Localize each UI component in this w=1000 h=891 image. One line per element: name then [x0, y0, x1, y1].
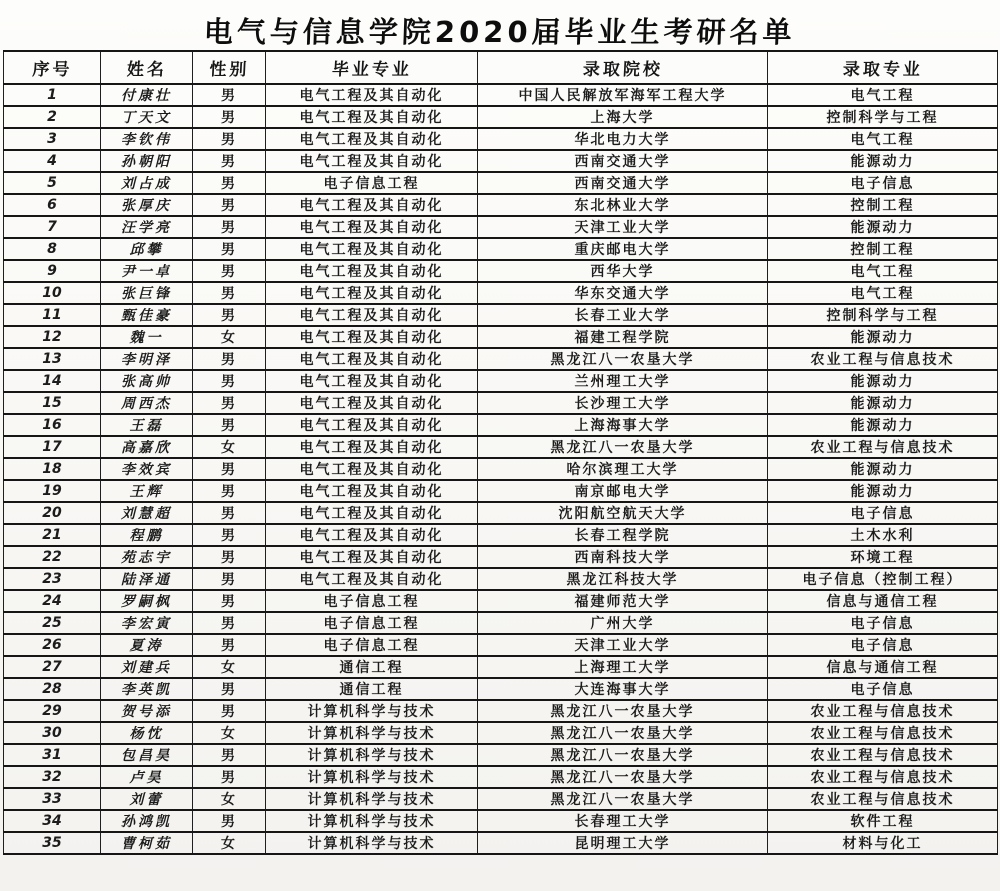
- cell-no: 6: [4, 194, 101, 216]
- cell-no: 31: [4, 744, 101, 766]
- cell-gender: 女: [193, 832, 266, 854]
- cell-no: 35: [4, 832, 101, 854]
- cell-admit-major: 电气工程: [768, 282, 998, 304]
- cell-school: 黑龙江八一农垦大学: [478, 722, 768, 744]
- cell-grad-major: 电气工程及其自动化: [266, 326, 478, 348]
- cell-name: 张厚庆: [101, 194, 193, 216]
- header-row: [4, 51, 998, 84]
- cell-name: 罗嗣枫: [101, 590, 193, 612]
- cell-school: 长春工业大学: [478, 304, 768, 326]
- table-row: [4, 238, 998, 260]
- table-row: [4, 722, 998, 744]
- table-row: [4, 766, 998, 788]
- cell-name: 李效宾: [101, 458, 193, 480]
- cell-grad-major: 电子信息工程: [266, 172, 478, 194]
- cell-gender: 男: [193, 810, 266, 832]
- cell-no: 5: [4, 172, 101, 194]
- cell-grad-major: 电气工程及其自动化: [266, 348, 478, 370]
- cell-grad-major: 电气工程及其自动化: [266, 414, 478, 436]
- cell-name: 王辉: [101, 480, 193, 502]
- table-row: [4, 524, 998, 546]
- cell-school: 长春工程学院: [478, 524, 768, 546]
- cell-admit-major: 软件工程: [768, 810, 998, 832]
- cell-admit-major: 能源动力: [768, 370, 998, 392]
- cell-admit-major: 能源动力: [768, 326, 998, 348]
- cell-admit-major: 农业工程与信息技术: [768, 348, 998, 370]
- cell-name: 杨忱: [101, 722, 193, 744]
- table-row: [4, 810, 998, 832]
- table-row: [4, 326, 998, 348]
- table-row: [4, 612, 998, 634]
- column-header-1: 姓名: [100, 51, 194, 84]
- cell-school: 哈尔滨理工大学: [478, 458, 768, 480]
- cell-school: 黑龙江八一农垦大学: [478, 436, 768, 458]
- cell-name: 李明泽: [101, 348, 193, 370]
- column-header-2: 性别: [192, 51, 267, 84]
- table-row: [4, 304, 998, 326]
- cell-name: 邱攀: [101, 238, 193, 260]
- cell-gender: 男: [193, 282, 266, 304]
- cell-no: 4: [4, 150, 101, 172]
- column-header-3: 毕业专业: [265, 51, 479, 84]
- cell-grad-major: 计算机科学与技术: [266, 788, 478, 810]
- cell-school: 西南交通大学: [478, 172, 768, 194]
- cell-gender: 男: [193, 106, 266, 128]
- cell-grad-major: 电气工程及其自动化: [266, 304, 478, 326]
- cell-school: 福建工程学院: [478, 326, 768, 348]
- table-row: [4, 106, 998, 128]
- cell-gender: 女: [193, 722, 266, 744]
- table-row: [4, 216, 998, 238]
- cell-gender: 男: [193, 524, 266, 546]
- cell-grad-major: 计算机科学与技术: [266, 744, 478, 766]
- cell-school: 西南交通大学: [478, 150, 768, 172]
- cell-grad-major: 计算机科学与技术: [266, 766, 478, 788]
- cell-school: 长沙理工大学: [478, 392, 768, 414]
- cell-name: 刘建兵: [101, 656, 193, 678]
- cell-name: 程鹏: [101, 524, 193, 546]
- cell-gender: 男: [193, 392, 266, 414]
- cell-admit-major: 电子信息: [768, 612, 998, 634]
- cell-gender: 男: [193, 260, 266, 282]
- cell-admit-major: 电子信息: [768, 502, 998, 524]
- cell-admit-major: 控制科学与工程: [768, 304, 998, 326]
- cell-name: 刘慧超: [101, 502, 193, 524]
- cell-no: 15: [4, 392, 101, 414]
- cell-name: 贺号添: [101, 700, 193, 722]
- cell-grad-major: 电气工程及其自动化: [266, 282, 478, 304]
- cell-gender: 男: [193, 700, 266, 722]
- cell-no: 1: [4, 84, 101, 106]
- cell-admit-major: 农业工程与信息技术: [768, 436, 998, 458]
- cell-admit-major: 控制工程: [768, 194, 998, 216]
- cell-name: 王磊: [101, 414, 193, 436]
- cell-name: 包昌昊: [101, 744, 193, 766]
- cell-name: 周西杰: [101, 392, 193, 414]
- cell-admit-major: 农业工程与信息技术: [768, 700, 998, 722]
- cell-name: 丁天文: [101, 106, 193, 128]
- table-row: [4, 260, 998, 282]
- cell-school: 长春理工大学: [478, 810, 768, 832]
- cell-gender: 男: [193, 304, 266, 326]
- cell-admit-major: 控制科学与工程: [768, 106, 998, 128]
- cell-no: 32: [4, 766, 101, 788]
- cell-gender: 男: [193, 150, 266, 172]
- cell-grad-major: 通信工程: [266, 656, 478, 678]
- cell-no: 16: [4, 414, 101, 436]
- cell-school: 西华大学: [478, 260, 768, 282]
- cell-gender: 男: [193, 370, 266, 392]
- cell-no: 27: [4, 656, 101, 678]
- graduate-admission-table: [3, 50, 998, 855]
- cell-no: 3: [4, 128, 101, 150]
- cell-grad-major: 电气工程及其自动化: [266, 370, 478, 392]
- cell-grad-major: 电气工程及其自动化: [266, 524, 478, 546]
- cell-school: 沈阳航空航天大学: [478, 502, 768, 524]
- table-row: [4, 656, 998, 678]
- cell-gender: 女: [193, 788, 266, 810]
- cell-name: 刘蕾: [101, 788, 193, 810]
- cell-admit-major: 电气工程: [768, 128, 998, 150]
- cell-no: 30: [4, 722, 101, 744]
- cell-no: 23: [4, 568, 101, 590]
- table-row: [4, 546, 998, 568]
- cell-admit-major: 能源动力: [768, 414, 998, 436]
- cell-grad-major: 电气工程及其自动化: [266, 568, 478, 590]
- table-row: [4, 128, 998, 150]
- cell-name: 刘占成: [101, 172, 193, 194]
- cell-no: 14: [4, 370, 101, 392]
- cell-no: 25: [4, 612, 101, 634]
- cell-gender: 男: [193, 414, 266, 436]
- cell-name: 汪学亮: [101, 216, 193, 238]
- cell-admit-major: 农业工程与信息技术: [768, 788, 998, 810]
- cell-school: 华东交通大学: [478, 282, 768, 304]
- cell-school: 上海大学: [478, 106, 768, 128]
- cell-school: 中国人民解放军海军工程大学: [478, 84, 768, 106]
- table-row: [4, 436, 998, 458]
- table-row: [4, 568, 998, 590]
- cell-school: 天津工业大学: [478, 634, 768, 656]
- cell-grad-major: 电气工程及其自动化: [266, 238, 478, 260]
- cell-admit-major: 电子信息: [768, 634, 998, 656]
- cell-admit-major: 电子信息（控制工程）: [768, 568, 998, 590]
- cell-school: 黑龙江八一农垦大学: [478, 348, 768, 370]
- cell-grad-major: 计算机科学与技术: [266, 700, 478, 722]
- cell-admit-major: 信息与通信工程: [768, 590, 998, 612]
- cell-gender: 男: [193, 172, 266, 194]
- cell-no: 26: [4, 634, 101, 656]
- cell-no: 7: [4, 216, 101, 238]
- cell-gender: 女: [193, 656, 266, 678]
- cell-name: 曹柯茹: [101, 832, 193, 854]
- cell-grad-major: 电子信息工程: [266, 590, 478, 612]
- cell-school: 华北电力大学: [478, 128, 768, 150]
- cell-no: 9: [4, 260, 101, 282]
- cell-gender: 男: [193, 480, 266, 502]
- table-row: [4, 458, 998, 480]
- cell-no: 11: [4, 304, 101, 326]
- table-row: [4, 744, 998, 766]
- cell-gender: 女: [193, 436, 266, 458]
- cell-name: 张巨锋: [101, 282, 193, 304]
- table-row: [4, 788, 998, 810]
- cell-grad-major: 计算机科学与技术: [266, 832, 478, 854]
- cell-name: 孙朝阳: [101, 150, 193, 172]
- table-row: [4, 392, 998, 414]
- table-row: [4, 700, 998, 722]
- cell-admit-major: 能源动力: [768, 458, 998, 480]
- table-row: [4, 194, 998, 216]
- cell-no: 2: [4, 106, 101, 128]
- cell-school: 福建师范大学: [478, 590, 768, 612]
- cell-no: 17: [4, 436, 101, 458]
- column-header-4: 录取院校: [477, 51, 769, 84]
- cell-admit-major: 能源动力: [768, 480, 998, 502]
- cell-grad-major: 电气工程及其自动化: [266, 150, 478, 172]
- cell-school: 重庆邮电大学: [478, 238, 768, 260]
- cell-admit-major: 电子信息: [768, 678, 998, 700]
- table-row: [4, 502, 998, 524]
- column-header-5: 录取专业: [767, 51, 999, 84]
- cell-admit-major: 环境工程: [768, 546, 998, 568]
- cell-name: 尹一卓: [101, 260, 193, 282]
- cell-grad-major: 电子信息工程: [266, 612, 478, 634]
- cell-no: 22: [4, 546, 101, 568]
- cell-grad-major: 电气工程及其自动化: [266, 458, 478, 480]
- cell-name: 孙鸿凯: [101, 810, 193, 832]
- cell-admit-major: 电气工程: [768, 260, 998, 282]
- cell-school: 黑龙江八一农垦大学: [478, 744, 768, 766]
- cell-school: 黑龙江科技大学: [478, 568, 768, 590]
- cell-grad-major: 计算机科学与技术: [266, 722, 478, 744]
- cell-gender: 男: [193, 568, 266, 590]
- cell-school: 兰州理工大学: [478, 370, 768, 392]
- table-row: [4, 678, 998, 700]
- cell-no: 28: [4, 678, 101, 700]
- cell-grad-major: 电气工程及其自动化: [266, 260, 478, 282]
- cell-gender: 男: [193, 84, 266, 106]
- cell-admit-major: 能源动力: [768, 150, 998, 172]
- cell-gender: 男: [193, 612, 266, 634]
- cell-admit-major: 农业工程与信息技术: [768, 766, 998, 788]
- cell-school: 天津工业大学: [478, 216, 768, 238]
- cell-name: 魏一: [101, 326, 193, 348]
- cell-admit-major: 电子信息: [768, 172, 998, 194]
- cell-school: 黑龙江八一农垦大学: [478, 766, 768, 788]
- cell-school: 黑龙江八一农垦大学: [478, 700, 768, 722]
- cell-admit-major: 能源动力: [768, 392, 998, 414]
- cell-name: 苑志宇: [101, 546, 193, 568]
- table-row: [4, 634, 998, 656]
- cell-gender: 男: [193, 590, 266, 612]
- cell-admit-major: 农业工程与信息技术: [768, 722, 998, 744]
- cell-name: 李钦伟: [101, 128, 193, 150]
- cell-admit-major: 农业工程与信息技术: [768, 744, 998, 766]
- cell-gender: 男: [193, 238, 266, 260]
- table-row: [4, 370, 998, 392]
- cell-name: 甄佳豪: [101, 304, 193, 326]
- cell-no: 19: [4, 480, 101, 502]
- cell-no: 18: [4, 458, 101, 480]
- cell-school: 广州大学: [478, 612, 768, 634]
- cell-gender: 女: [193, 326, 266, 348]
- cell-school: 昆明理工大学: [478, 832, 768, 854]
- cell-admit-major: 电气工程: [768, 84, 998, 106]
- table-row: [4, 590, 998, 612]
- cell-no: 24: [4, 590, 101, 612]
- table-row: [4, 84, 998, 106]
- table-row: [4, 282, 998, 304]
- cell-admit-major: 信息与通信工程: [768, 656, 998, 678]
- cell-gender: 男: [193, 458, 266, 480]
- table-row: [4, 150, 998, 172]
- cell-no: 21: [4, 524, 101, 546]
- cell-no: 8: [4, 238, 101, 260]
- cell-grad-major: 电气工程及其自动化: [266, 502, 478, 524]
- cell-admit-major: 土木水利: [768, 524, 998, 546]
- cell-no: 13: [4, 348, 101, 370]
- table-row: [4, 348, 998, 370]
- cell-gender: 男: [193, 348, 266, 370]
- cell-name: 付康壮: [101, 84, 193, 106]
- cell-grad-major: 电气工程及其自动化: [266, 128, 478, 150]
- cell-gender: 男: [193, 194, 266, 216]
- cell-school: 上海海事大学: [478, 414, 768, 436]
- cell-no: 20: [4, 502, 101, 524]
- cell-gender: 男: [193, 678, 266, 700]
- cell-name: 陆泽通: [101, 568, 193, 590]
- cell-grad-major: 电气工程及其自动化: [266, 84, 478, 106]
- cell-gender: 男: [193, 502, 266, 524]
- cell-no: 12: [4, 326, 101, 348]
- table-body: [4, 84, 998, 854]
- cell-grad-major: 电气工程及其自动化: [266, 546, 478, 568]
- cell-grad-major: 电气工程及其自动化: [266, 392, 478, 414]
- cell-admit-major: 控制工程: [768, 238, 998, 260]
- cell-grad-major: 电气工程及其自动化: [266, 106, 478, 128]
- cell-no: 33: [4, 788, 101, 810]
- table-row: [4, 832, 998, 854]
- cell-no: 29: [4, 700, 101, 722]
- cell-no: 34: [4, 810, 101, 832]
- cell-name: 李英凯: [101, 678, 193, 700]
- cell-name: 高嘉欣: [101, 436, 193, 458]
- cell-grad-major: 电气工程及其自动化: [266, 436, 478, 458]
- cell-grad-major: 电气工程及其自动化: [266, 480, 478, 502]
- cell-grad-major: 电气工程及其自动化: [266, 216, 478, 238]
- cell-school: 黑龙江八一农垦大学: [478, 788, 768, 810]
- cell-school: 东北林业大学: [478, 194, 768, 216]
- cell-no: 10: [4, 282, 101, 304]
- page-title: 电气与信息学院2020届毕业生考研名单: [203, 15, 797, 49]
- table-row: [4, 480, 998, 502]
- cell-gender: 男: [193, 634, 266, 656]
- cell-school: 南京邮电大学: [478, 480, 768, 502]
- cell-grad-major: 通信工程: [266, 678, 478, 700]
- column-header-0: 序号: [3, 51, 102, 84]
- cell-school: 西南科技大学: [478, 546, 768, 568]
- cell-grad-major: 计算机科学与技术: [266, 810, 478, 832]
- table-row: [4, 414, 998, 436]
- cell-name: 张高帅: [101, 370, 193, 392]
- cell-name: 李宏寅: [101, 612, 193, 634]
- cell-gender: 男: [193, 546, 266, 568]
- cell-school: 大连海事大学: [478, 678, 768, 700]
- cell-name: 夏涛: [101, 634, 193, 656]
- cell-gender: 男: [193, 128, 266, 150]
- cell-school: 上海理工大学: [478, 656, 768, 678]
- cell-gender: 男: [193, 744, 266, 766]
- table-row: [4, 172, 998, 194]
- cell-grad-major: 电气工程及其自动化: [266, 194, 478, 216]
- cell-gender: 男: [193, 216, 266, 238]
- cell-admit-major: 材料与化工: [768, 832, 998, 854]
- cell-gender: 男: [193, 766, 266, 788]
- cell-name: 卢昊: [101, 766, 193, 788]
- cell-grad-major: 电子信息工程: [266, 634, 478, 656]
- cell-admit-major: 能源动力: [768, 216, 998, 238]
